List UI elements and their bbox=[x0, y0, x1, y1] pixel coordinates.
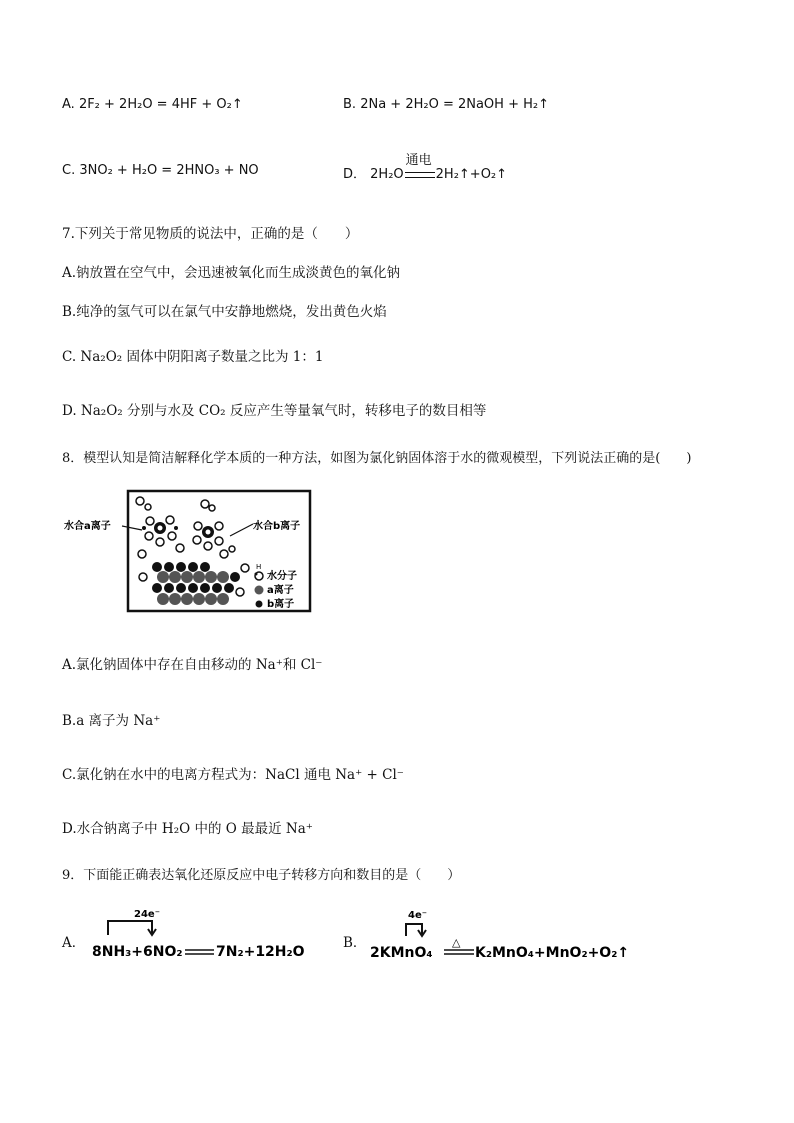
q8-option-c: C.氯化钠在水中的电离方程式为：NaCl 通电 Na⁺ + Cl⁻ bbox=[62, 767, 404, 783]
q9-b-rhs: K₂MnO₄+MnO₂+O₂↑ bbox=[475, 945, 630, 961]
pointer-line-a bbox=[122, 526, 142, 530]
q6-option-b bbox=[343, 97, 549, 112]
q6-option-a-label: A. bbox=[62, 97, 75, 112]
figure-legend bbox=[255, 563, 298, 610]
label-hydrated-b: 水合b离子 bbox=[253, 521, 301, 532]
q6-option-c bbox=[62, 163, 259, 178]
q9-option-b-equation bbox=[368, 900, 636, 965]
q6-option-d-arrow bbox=[404, 153, 436, 182]
q9-option-b-label: B． bbox=[343, 935, 367, 951]
q9-a-rhs: 7N₂+12H₂O bbox=[216, 944, 305, 960]
nacl-crystal bbox=[152, 562, 240, 605]
q8-option-a: A.氯化钠固体中存在自由移动的 Na⁺和 Cl⁻ bbox=[62, 657, 323, 673]
q7-option-b: B.纯净的氢气可以在氯气中安静地燃烧，发出黄色火焰 bbox=[62, 304, 387, 320]
q8-option-d: D.水合钠离子中 H₂O 中的 O 最最近 Na⁺ bbox=[62, 821, 313, 837]
label-hydrated-a: 水合a离子 bbox=[64, 521, 111, 532]
pointer-line-b bbox=[230, 524, 253, 536]
legend-b-label: b离子 bbox=[267, 599, 295, 610]
legend-a-label: a离子 bbox=[267, 585, 294, 596]
q6-option-a bbox=[62, 97, 243, 112]
q8-option-b: B.a 离子为 Na⁺ bbox=[62, 713, 161, 729]
q9-option-a-equation bbox=[90, 905, 310, 965]
q7-option-d: D. Na₂O₂ 分别与水及 CO₂ 反应产生等量氧气时，转移电子的数目相等 bbox=[62, 403, 487, 419]
q7-stem: 7.下列关于常见物质的说法中，正确的是（ ） bbox=[62, 226, 359, 242]
q6-option-b-equation: 2Na + 2H₂O = 2NaOH + H₂↑ bbox=[360, 97, 549, 112]
q6-option-b-label: B. bbox=[343, 97, 357, 112]
hydrated-b-cluster bbox=[193, 522, 223, 550]
legend-h-label: H bbox=[256, 563, 262, 571]
free-water-molecules bbox=[136, 497, 235, 558]
q6-option-a-equation: 2F₂ + 2H₂O = 4HF + O₂↑ bbox=[78, 97, 243, 112]
legend-water-label: 水分子 bbox=[267, 571, 297, 582]
q9-b-electrons: 4e⁻ bbox=[408, 910, 428, 921]
q9-b-lhs: 2KMnO₄ bbox=[370, 945, 433, 961]
q6-option-d bbox=[343, 153, 508, 182]
hydrated-a-cluster bbox=[142, 516, 178, 546]
legend-b-icon bbox=[256, 601, 263, 608]
q8-stem: 8．模型认知是简洁解释化学本质的一种方法，如图为氯化钠固体溶于水的微观模型，下列说法正确的是( ) bbox=[62, 451, 692, 466]
q6-option-d-label: D． bbox=[343, 167, 367, 182]
q9-b-condition: △ bbox=[452, 936, 461, 949]
q6-option-c-label: C. bbox=[62, 163, 76, 178]
q9-option-a-label: A． bbox=[62, 935, 86, 951]
q7-option-c: C. Na₂O₂ 固体中阴阳离子数量之比为 1：1 bbox=[62, 349, 324, 365]
q6-option-d-rhs: 2H₂↑+O₂↑ bbox=[435, 167, 508, 182]
q9-a-lhs: 8NH₃+6NO₂ bbox=[92, 944, 183, 960]
q6-option-d-lhs: 2H₂O bbox=[370, 167, 404, 182]
q8-figure bbox=[62, 488, 322, 614]
legend-a-icon bbox=[255, 586, 264, 595]
electron-transfer-bracket-a bbox=[108, 921, 152, 935]
q7-option-a: A.钠放置在空气中，会迅速被氧化而生成淡黄色的氧化钠 bbox=[62, 265, 401, 281]
q9-stem: 9．下面能正确表达氧化还原反应中电子转移方向和数目的是（ ） bbox=[62, 868, 461, 883]
q6-option-d-condition: 通电 bbox=[405, 153, 432, 168]
q9-a-electrons: 24e⁻ bbox=[134, 909, 160, 920]
q6-option-c-equation: 3NO₂ + H₂O = 2HNO₃ + NO bbox=[79, 163, 259, 178]
